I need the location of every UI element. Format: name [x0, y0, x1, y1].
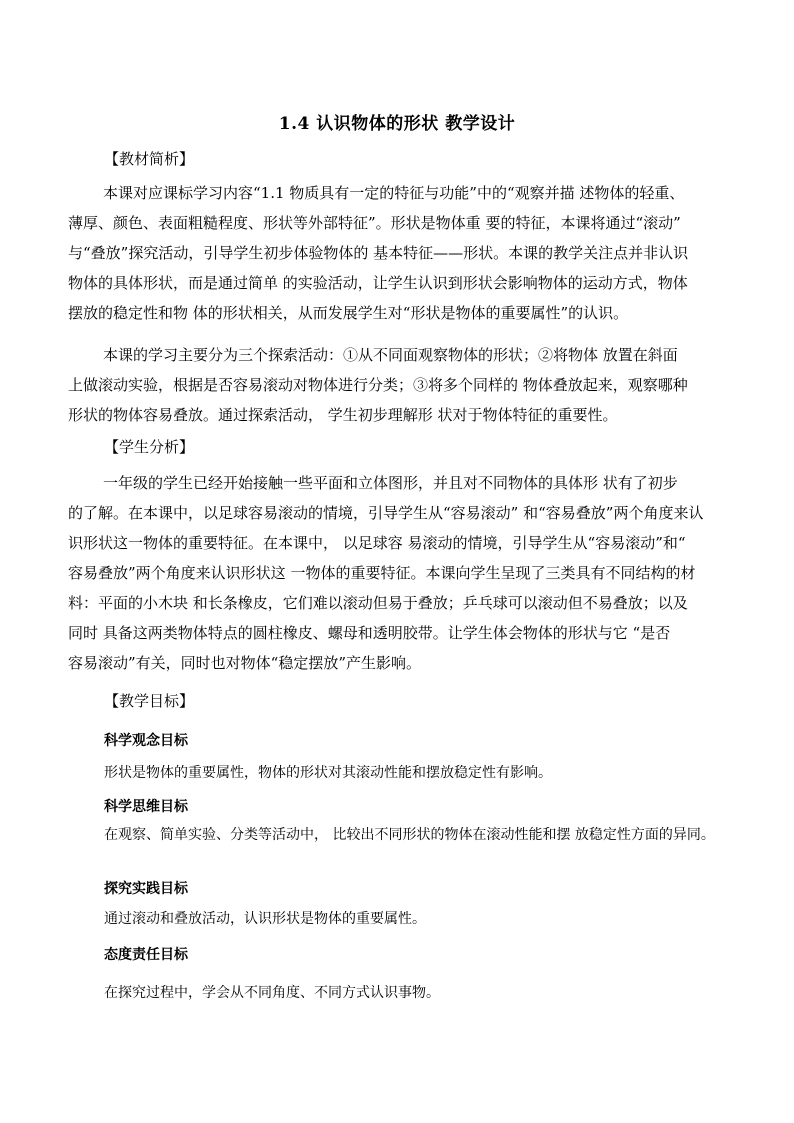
text-line: 物体的具体形状，而是通过简单 的实验活动，让学生认识到形状会影响物体的运动方式，物体: [68, 274, 688, 292]
heading-material-analysis: 【教材简析】: [104, 150, 195, 168]
text-line: 一年级的学生已经开始接触一些平面和立体图形，并且对不同物体的具体形 状有了初步: [103, 474, 678, 492]
goal-text-inquiry-practice: 通过滚动和叠放活动，认识形状是物体的重要属性。: [104, 911, 426, 927]
paragraph-student-1: [68, 468, 728, 678]
text-line: 料：平面的小木块 和长条橡皮，它们难以滚动但易于叠放；乒乓球可以滚动但不易叠放；以及: [68, 594, 688, 612]
text-line: 识形状这一物体的重要特征。在本课中， 以足球容 易滚动的情境，引导学生从“容易滚动”和“: [68, 534, 686, 552]
text-line: 同时 具备这两类物体特点的圆柱橡皮、螺母和透明胶带。让学生体会物体的形状与它 “是否: [68, 624, 671, 642]
document-title: 1.4 认识物体的形状 教学设计: [278, 114, 516, 134]
text-line: 容易滚动”有关，同时也对物体“稳定摆放”产生影响。: [68, 654, 422, 672]
text-line: 本课的学习主要分为三个探索活动：①从不同面观察物体的形状；②将物体 放置在斜面: [103, 346, 678, 364]
goal-label-science-thinking: 科学思维目标: [104, 799, 188, 815]
text-line: 薄厚、颜色、表面粗糙程度、形状等外部特征”。形状是物体重 要的特征，本课将通过“滚动”: [68, 214, 681, 232]
goal-text-attitude-responsibility: 在探究过程中，学会从不同角度、不同方式认识事物。: [104, 985, 440, 1001]
text-line: 的了解。在本课中，以足球容易滚动的情境，引导学生从“容易滚动” 和“容易叠放”两个角度来认: [68, 504, 704, 522]
text-line: 与“叠放”探究活动，引导学生初步体验物体的 基本特征——形状。本课的教学关注点并非认识: [68, 244, 689, 262]
text-line: 容易叠放”两个角度来认识形状这 一物体的重要特征。本课向学生呈现了三类具有不同结构的材: [68, 564, 696, 582]
goal-label-science-concept: 科学观念目标: [104, 733, 188, 749]
goal-text-science-thinking: 在观察、简单实验、分类等活动中， 比较出不同形状的物体在滚动性能和摆 放稳定性方面的异同。: [104, 827, 715, 843]
goal-text-science-concept: 形状是物体的重要属性，物体的形状对其滚动性能和摆放稳定性有影响。: [104, 765, 552, 781]
text-line: 本课对应课标学习内容“1.1 物质具有一定的特征与功能”中的“观察并描 述物体的轻重、: [103, 184, 685, 202]
paragraph-material-1: [68, 178, 728, 328]
goal-label-attitude-responsibility: 态度责任目标: [104, 947, 188, 963]
heading-teaching-goals: 【教学目标】: [104, 692, 195, 710]
text-line: 摆放的稳定性和物 体的形状相关，从而发展学生对“形状是物体的重要属性”的认识。: [68, 304, 629, 322]
text-line: 形状的物体容易叠放。通过探索活动， 学生初步理解形 状对于物体特征的重要性。: [68, 406, 618, 424]
heading-student-analysis: 【学生分析】: [104, 438, 195, 456]
goal-label-inquiry-practice: 探究实践目标: [104, 881, 188, 897]
text-line: 上做滚动实验，根据是否容易滚动对物体进行分类；③将多个同样的 物体叠放起来，观察哪种: [68, 376, 688, 394]
paragraph-material-2: [68, 340, 728, 430]
